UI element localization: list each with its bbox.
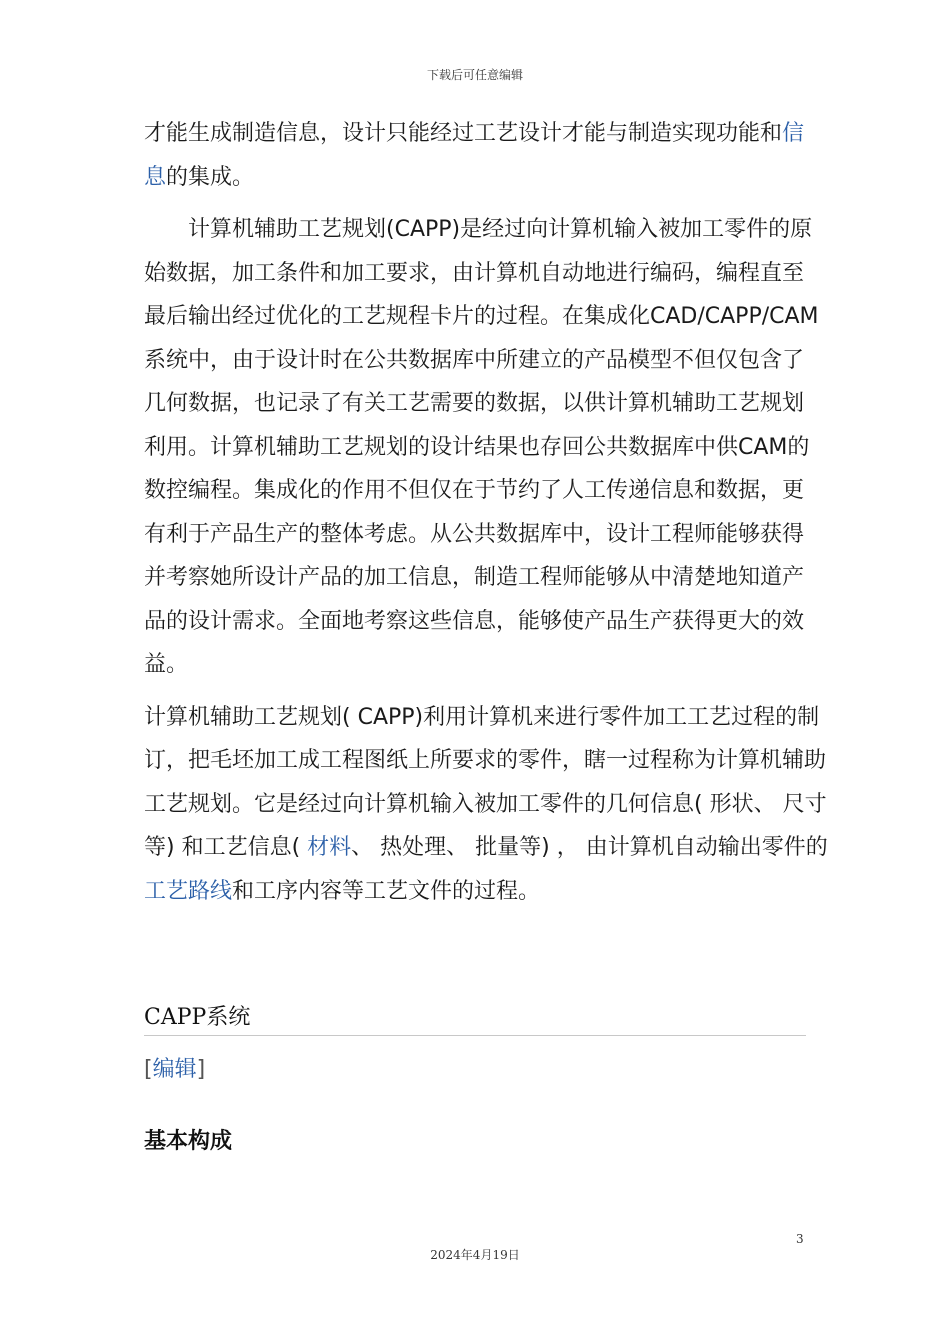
edit-bracket-open: [ <box>144 1057 153 1082</box>
page-number: 3 <box>796 1232 804 1246</box>
edit-link-wrapper <box>144 1052 205 1083</box>
paragraph-2: 计算机辅助工艺规划(CAPP)是经过向计算机输入被加工零件的原始数据，加工条件和加工要求，由计算机自动地进行编码，编程直至最后输出经过优化的工艺规程卡片的过程。在集成化CAD/CAPP/CAM系统中，由于设计时在公共数据库中所建立的产品模型不但仅包含了几何数据，也记录了有关工艺需要的数据，以供计算机辅助工艺规划利用。计算机辅助工艺规划的设计结果也存回公共数据库中供CAM的数控编程。集成化的作用不但仅在于节约了人工传递信息和数据，更有利于产品生产的整体考虑。从公共数据库中，设计工程师能够获得并考察她所设计产品的加工信息，制造工程师能够从中清楚地知道产品的设计需求。全面地考察这些信息，能够使产品生产获得更大的效益。 <box>144 217 819 677</box>
document-body <box>144 112 828 913</box>
link-cailiao[interactable]: 材料 <box>307 835 352 860</box>
paragraph-1-text: 才能生成制造信息，设计只能经过工艺设计才能与制造实现功能和 <box>144 121 783 146</box>
link-xinxi[interactable]: 信息 <box>144 121 805 190</box>
paragraph-1-text-end: 的集成。 <box>166 164 255 190</box>
footer-date: 2024年4月19日 <box>430 1248 520 1262</box>
header-note: 下载后可任意编辑 <box>426 68 523 82</box>
section-title-capp: CAPP系统 <box>144 1000 806 1036</box>
paragraph-1 <box>144 112 824 199</box>
paragraph-3-text-2: 、 热处理、 批量等) ， 由计算机自动输出零件的 <box>351 835 828 860</box>
edit-link[interactable]: 编辑 <box>152 1057 197 1082</box>
subsection-title: 基本构成 <box>144 1129 233 1154</box>
paragraph-3-text-3: 和工序内容等工艺文件的过程。 <box>232 878 541 904</box>
edit-bracket-close: ] <box>196 1057 206 1082</box>
link-gongyi-luxian[interactable]: 工艺路线 <box>144 878 233 904</box>
paragraph-3 <box>144 696 834 914</box>
paragraph-3-text-1: 计算机辅助工艺规划( CAPP)利用计算机来进行零件加工工艺过程的制订，把毛坯加工成工程图纸上所要求的零件，瞎一过程称为计算机辅助工艺规划。它是经过向计算机输入被加工零件的几何信息( 形状、 尺寸等) 和工艺信息( <box>144 704 827 860</box>
